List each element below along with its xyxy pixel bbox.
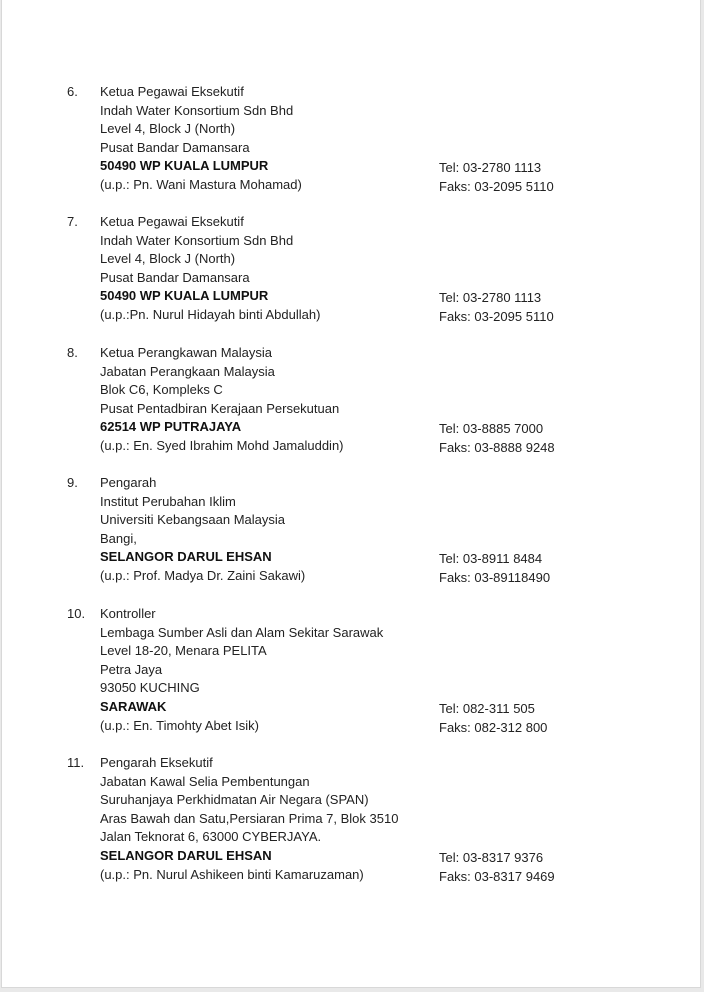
telephone-number: Tel: 03-8911 8484 — [439, 551, 543, 566]
contact-block — [439, 700, 639, 737]
attention-line: (u.p.: En. Syed Ibrahim Mohd Jamaluddin) — [100, 437, 344, 453]
fax-number: Faks: 03-8888 9248 — [439, 439, 555, 455]
contact-block — [439, 159, 639, 196]
address-line: Jalan Teknorat 6, 63000 CYBERJAYA. — [100, 829, 322, 845]
attention-line: (u.p.: Pn. Nurul Ashikeen binti Kamaruzaman) — [100, 866, 364, 882]
address-block — [100, 754, 440, 884]
address-city: 50490 WP KUALA LUMPUR — [100, 288, 269, 304]
entry-number: 6. — [67, 84, 78, 99]
address-line: Level 4, Block J (North) — [100, 121, 236, 137]
contact-block — [439, 550, 639, 587]
telephone-number: Tel: 03-2780 1113 — [439, 160, 542, 175]
organization-name: Institut Perubahan Iklim — [100, 493, 236, 509]
organization-name: Lembaga Sumber Asli dan Alam Sekitar Sarawak — [100, 624, 384, 640]
contact-block — [439, 420, 639, 457]
fax-number: Faks: 03-2095 5110 — [439, 308, 554, 324]
attention-line: (u.p.: Pn. Wani Mastura Mohamad) — [100, 176, 302, 192]
attention-line: (u.p.:Pn. Nurul Hidayah binti Abdullah) — [100, 306, 321, 322]
recipient-title: Ketua Pegawai Eksekutif — [100, 84, 244, 99]
entry-number: 11. — [67, 755, 85, 770]
telephone-number: Tel: 03-8317 9376 — [439, 850, 544, 865]
organization-name: Jabatan Perangkaan Malaysia — [100, 363, 275, 379]
address-state: SARAWAK — [100, 698, 167, 714]
recipient-title: Pengarah — [100, 475, 157, 490]
address-line: Universiti Kebangsaan Malaysia — [100, 512, 285, 528]
address-state: SELANGOR DARUL EHSAN — [100, 847, 272, 863]
address-line: Level 4, Block J (North) — [100, 251, 236, 267]
address-line: Bangi, — [100, 530, 137, 546]
entry-number: 8. — [67, 345, 78, 360]
address-block — [100, 344, 440, 456]
address-line: Petra Jaya — [100, 661, 163, 677]
telephone-number: Tel: 082-311 505 — [439, 701, 535, 716]
contact-block — [439, 289, 639, 326]
recipient-title: Ketua Perangkawan Malaysia — [100, 345, 272, 360]
organization-name: Suruhanjaya Perkhidmatan Air Negara (SPAN) — [100, 792, 369, 808]
attention-line: (u.p.: En. Timohty Abet Isik) — [100, 717, 259, 733]
telephone-number: Tel: 03-2780 1113 — [439, 290, 542, 305]
address-block — [100, 83, 440, 195]
document-page — [1, 0, 701, 988]
fax-number: Faks: 082-312 800 — [439, 719, 548, 735]
address-state: SELANGOR DARUL EHSAN — [100, 549, 272, 565]
address-city: 62514 WP PUTRAJAYA — [100, 419, 242, 435]
address-city: 50490 WP KUALA LUMPUR — [100, 158, 269, 174]
address-city: 93050 KUCHING — [100, 680, 200, 696]
address-block — [100, 605, 440, 735]
contact-block — [439, 849, 639, 886]
address-line: Pusat Pentadbiran Kerajaan Persekutuan — [100, 400, 340, 416]
entry-number: 9. — [67, 475, 78, 490]
telephone-number: Tel: 03-8885 7000 — [439, 421, 544, 436]
address-line: Aras Bawah dan Satu,Persiaran Prima 7, Blok 3510 — [100, 810, 399, 826]
fax-number: Faks: 03-8317 9469 — [439, 868, 555, 884]
recipient-title: Kontroller — [100, 606, 156, 621]
recipient-title: Ketua Pegawai Eksekutif — [100, 214, 244, 229]
organization-name: Jabatan Kawal Selia Pembentungan — [100, 773, 310, 789]
address-block — [100, 213, 440, 325]
recipient-title: Pengarah Eksekutif — [100, 755, 213, 770]
fax-number: Faks: 03-89118490 — [439, 569, 551, 585]
entry-number: 7. — [67, 214, 78, 229]
address-line: Pusat Bandar Damansara — [100, 269, 250, 285]
organization-name: Indah Water Konsortium Sdn Bhd — [100, 102, 294, 118]
address-line: Pusat Bandar Damansara — [100, 139, 250, 155]
entry-number: 10. — [67, 606, 86, 621]
organization-name: Indah Water Konsortium Sdn Bhd — [100, 232, 294, 248]
fax-number: Faks: 03-2095 5110 — [439, 178, 554, 194]
address-block — [100, 474, 440, 586]
attention-line: (u.p.: Prof. Madya Dr. Zaini Sakawi) — [100, 567, 306, 583]
address-line: Level 18-20, Menara PELITA — [100, 643, 267, 659]
address-line: Blok C6, Kompleks C — [100, 382, 223, 398]
